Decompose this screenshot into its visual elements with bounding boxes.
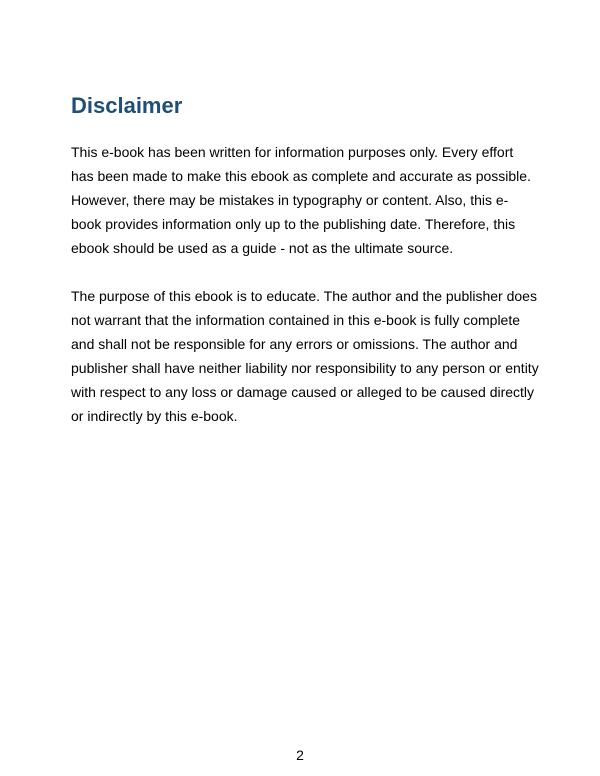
paragraph-line: publisher shall have neither liability nor responsibility to any person or entity (71, 360, 539, 376)
paragraph-line: The purpose of this ebook is to educate. The author and the publisher does (71, 288, 537, 304)
paragraph-line: However, there may be mistakes in typography or content. Also, this e- (71, 192, 509, 208)
paragraph-line: This e-book has been written for information purposes only. Every effort (71, 144, 514, 160)
paragraph-line: not warrant that the information contained in this e-book is fully complete (71, 312, 521, 328)
paragraph-line: ebook should be used as a guide - not as the ultimate source. (71, 240, 454, 256)
page-number: 2 (296, 747, 304, 763)
paragraph-line: and shall not be responsible for any errors or omissions. The author and (71, 336, 518, 352)
paragraph-line: or indirectly by this e-book. (71, 408, 238, 424)
paragraph-line: with respect to any loss or damage caused or alleged to be caused directly (71, 384, 535, 400)
page-title: Disclaimer (71, 93, 183, 118)
paragraph-line: book provides information only up to the publishing date. Therefore, this (71, 216, 516, 232)
paragraph-line: has been made to make this ebook as complete and accurate as possible. (71, 168, 531, 184)
